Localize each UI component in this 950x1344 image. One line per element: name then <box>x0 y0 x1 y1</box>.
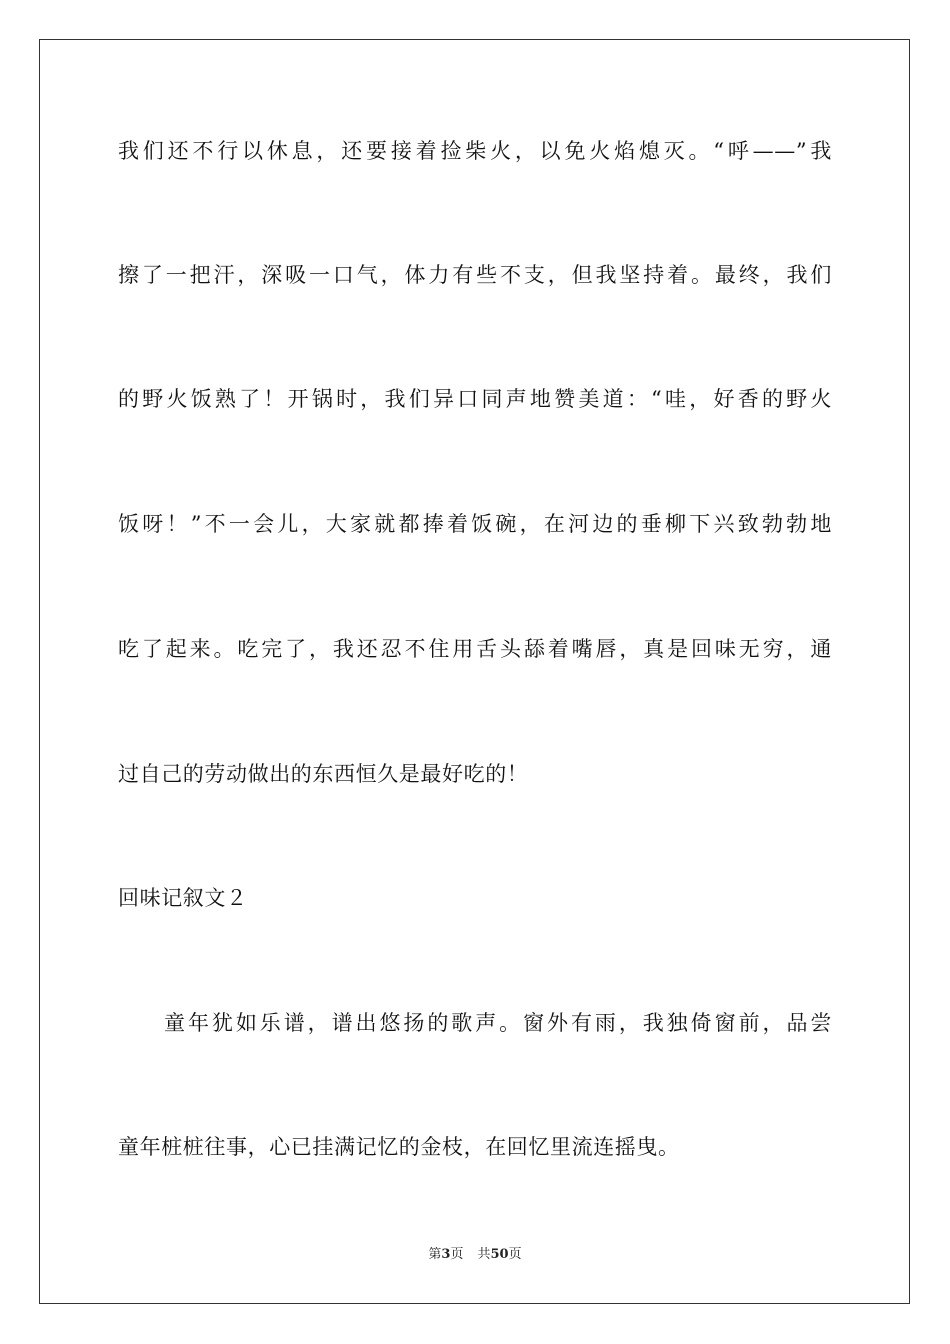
page-footer <box>0 1246 950 1264</box>
paragraph2-line-2: 童年桩桩往事，心已挂满记忆的金枝，在回忆里流连摇曳。 <box>118 1135 680 1159</box>
paragraph2-line-1: 童年犹如乐谱，谱出悠扬的歌声。窗外有雨，我独倚窗前，品尝 <box>164 1011 832 1035</box>
section-heading: 回味记叙文２ <box>118 886 248 910</box>
paragraph1-line-2: 擦了一把汗，深吸一口气，体力有些不支，但我坚持着。最终，我们 <box>118 263 832 287</box>
footer-total-pages: 50 <box>490 1247 509 1262</box>
footer-total-suffix: 页 <box>508 1247 522 1262</box>
footer-page-suffix: 页 <box>450 1247 464 1262</box>
footer-page-number: 3 <box>441 1247 451 1262</box>
paragraph1-line-6: 过自己的劳动做出的东西恒久是最好吃的！ <box>118 762 529 786</box>
paragraph1-line-4: 饭呀！”不一会儿，大家就都捧着饭碗，在河边的垂柳下兴致勃勃地 <box>118 512 832 536</box>
paragraph1-line-1: 我们还不行以休息，还要接着捡柴火，以免火焰熄灭。“呼——”我 <box>118 139 832 163</box>
paragraph1-line-5: 吃了起来。吃完了，我还忍不住用舌头舔着嘴唇，真是回味无穷，通 <box>118 637 832 661</box>
paragraph1-line-3: 的野火饭熟了！开锅时，我们异口同声地赞美道：“哇，好香的野火 <box>118 387 832 411</box>
footer-total-prefix: 共 <box>477 1247 491 1262</box>
page-border <box>39 39 910 1304</box>
footer-page-prefix: 第 <box>428 1247 442 1262</box>
